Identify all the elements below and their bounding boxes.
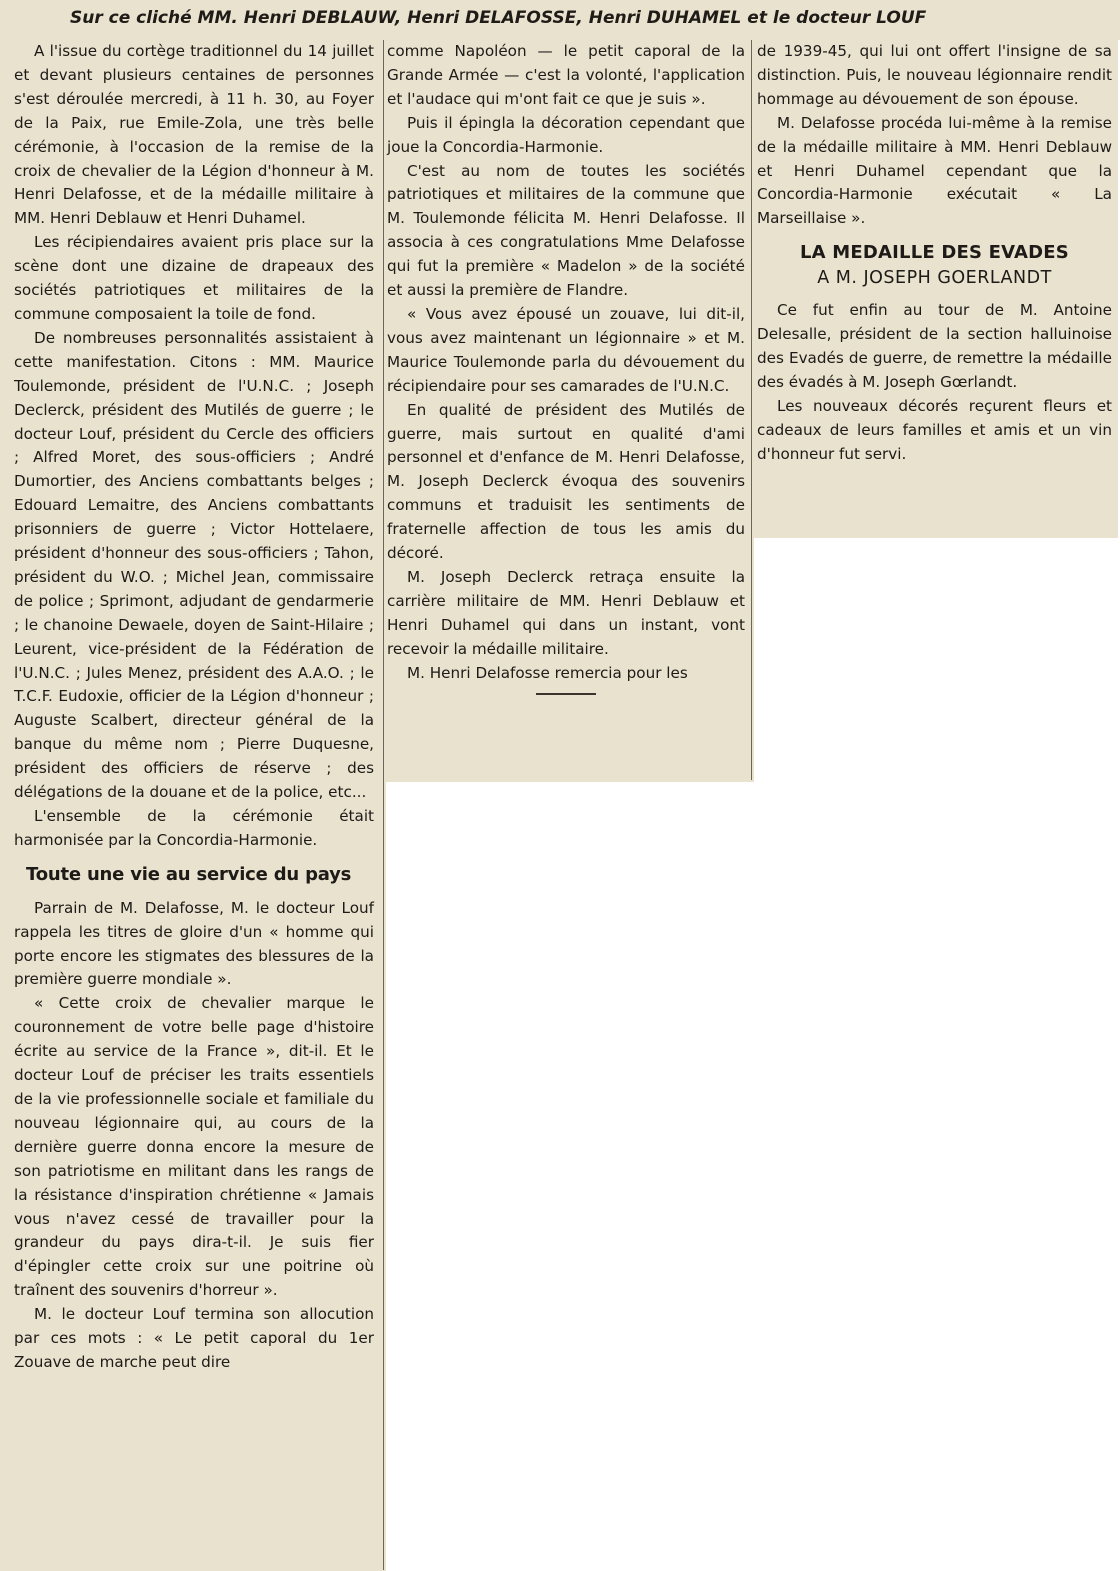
paragraph: Puis il épingla la décoration cependant que joue la Concordia-Harmonie. [387,113,745,156]
paragraph: M. le docteur Louf termina son allocution par ces mots : « Le petit caporal du 1er Zouave de marche peut dire [14,1305,374,1371]
paragraph: « Cette croix de chevalier marque le couronnement de votre belle page d'histoire écrite au service de la France », dit-il. Et le docteur Louf de préciser les traits essentiels de la vie professionnelle sociale et familiale du nouveau légionnaire qui, au cours de la dernière guerre donna encore la mesure de son patriotisme en militant dans les rangs de la résistance d'inspiration chrétienne « Jamais vous n'avez cessé de travailler pour la grandeur du pays dira-t-il. Je suis fier d'épingler cette croix sur une poitrine où traînent des souvenirs d'horreur ». [14,994,374,1300]
paragraph: L'ensemble de la cérémonie était harmonisée par la Concordia-Harmonie. [14,807,374,849]
column-divider [383,40,384,1570]
article-column-1 [14,40,374,1375]
paragraph: Les nouveaux décorés reçurent fleurs et cadeaux de leurs familles et amis et un vin d'honneur fut servi. [757,396,1112,463]
paragraph: En qualité de président des Mutilés de guerre, mais surtout en qualité d'ami personnel et d'enfance de M. Henri Delafosse, M. Joseph Declerck évoqua des souvenirs communs et traduisit les sentiments de fraternelle affection de tous les amis du décoré. [387,400,745,563]
paragraph: Les récipiendaires avaient pris place sur la scène dont une dizaine de drapeaux des sociétés patriotiques et militaires de la commune composaient la toile de fond. [14,233,374,323]
paragraph: A l'issue du cortège traditionnel du 14 juillet et devant plusieurs centaines de personnes s'est déroulée mercredi, à 11 h. 30, au Foyer de la Paix, rue Emile-Zola, une très belle cérémonie, à l'occasion de la remise de la croix de chevalier de la Légion d'honneur à M. Henri Delafosse, et de la médaille militaire à MM. Henri Deblauw et Henri Duhamel. [14,42,374,228]
paragraph: M. Henri Delafosse remercia pour les [407,663,688,682]
paragraph: De nombreuses personnalités assistaient à cette manifestation. Citons : MM. Maurice Toulemonde, président de l'U.N.C. ; Joseph Declerck, président des Mutilés de guerre ; le docteur Louf, président du Cercle des officiers ; Alfred Moret, des sous-officiers ; André Dumortier, des Anciens combattants belges ; Edouard Lemaitre, des Anciens combattants prisonniers de guerre ; Victor Hottelaere, président d'honneur des sous-officiers ; Tahon, président du W.O. ; Michel Jean, commissaire de police ; Sprimont, adjudant de gendarmerie ; le chanoine Dewaele, doyen de Saint-Hilaire ; Leurent, vice-président de la Fédération de l'U.N.C. ; Jules Menez, président des A.A.O. ; le T.C.F. Eudoxie, officier de la Légion d'honneur ; Auguste Scalbert, directeur général de la banque du même nom ; Pierre Duquesne, président des officiers de réserve ; des délégations de la douane et de la police, etc... [14,328,374,802]
section-subheading: A M. JOSEPH GOERLANDT [817,268,1052,289]
end-rule [536,693,596,695]
section-heading: Toute une vie au service du pays [26,863,352,885]
paragraph: Parrain de M. Delafosse, M. le docteur Louf rappela les titres de gloire d'un « homme qui porte encore les stigmates des blessures de la première guerre mondiale ». [14,898,374,989]
column-divider [751,40,752,780]
paragraph: Ce fut enfin au tour de M. Antoine Delesalle, président de la section halluinoise des Evadés de guerre, de remettre la médaille des évadés à M. Joseph Gœrlandt. [757,301,1112,391]
paragraph: M. Delafosse procéda lui-même à la remise de la médaille militaire à MM. Henri Deblauw et Henri Duhamel cependant que la Concordia-Harmonie exécutait « La Marseillaise ». [757,113,1112,228]
paragraph: comme Napoléon — le petit caporal de la Grande Armée — c'est la volonté, l'application et l'audace qui m'ont fait ce que je suis ». [387,42,745,108]
photo-caption: Sur ce cliché MM. Henri DEBLAUW, Henri DELAFOSSE, Henri DUHAMEL et le docteur LOUF [70,8,927,28]
paragraph: C'est au nom de toutes les sociétés patriotiques et militaires de la commune que M. Toulemonde félicita M. Henri Delafosse. Il associa à ces congratulations Mme Delafosse qui fut la première « Madelon » de la société et aussi la première de Flandre. [387,161,745,300]
paragraph: M. Joseph Declerck retraça ensuite la carrière militaire de MM. Henri Deblauw et Henri Duhamel qui dans un instant, vont recevoir la médaille militaire. [387,567,745,658]
paragraph: de 1939-45, qui lui ont offert l'insigne de sa distinction. Puis, le nouveau légionnaire rendit hommage au dévouement de son épouse. [757,42,1112,108]
paragraph: « Vous avez épousé un zouave, lui dit-il, vous avez maintenant un légionnaire » et M. Maurice Toulemonde parla du dévouement du récipiendaire pour ses camarades de l'U.N.C. [387,304,745,395]
article-column-3 [757,40,1112,466]
article-column-2 [387,40,745,695]
section-heading: LA MEDAILLE DES EVADES [800,242,1069,264]
